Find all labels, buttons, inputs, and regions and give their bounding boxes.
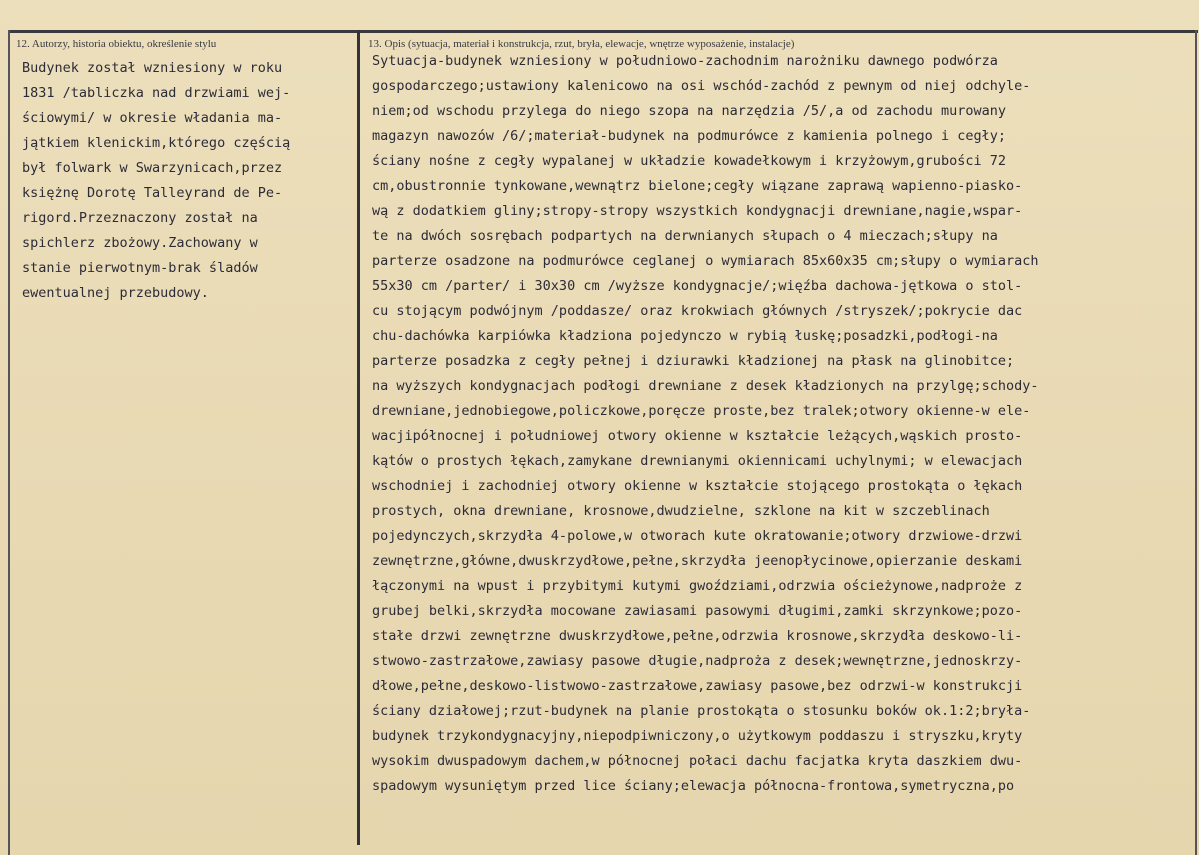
section-12-label: 12. Autorzy, historia obiektu, określenie stylu — [16, 38, 217, 50]
text-line: gospodarczego;ustawiony kalenicowo na osi wschód-zachód z pewnym od niej odchyle- — [372, 78, 1031, 94]
section-13-text — [372, 49, 1038, 799]
text-line: te na dwóch sosrębach podpartych na derwnianych słupach o 4 mieczach;słupy na — [372, 228, 998, 244]
text-line: jątkiem klenickim,którego częścią — [22, 135, 291, 151]
text-line: stwowo-zastrzałowe,zawiasy pasowe długie,nadproża z desek;wewnętrzne,jednoskrzy- — [372, 653, 1023, 669]
text-line: stałe drzwi zewnętrzne dwuskrzydłowe,pełne,odrzwia krosnowe,skrzydła deskowo-li- — [372, 628, 1023, 644]
text-line: 55x30 cm /parter/ i 30x30 cm /wyższe kondygnacje/;więźba dachowa-jętkowa o stol- — [372, 278, 1023, 294]
text-line: magazyn nawozów /6/;materiał-budynek na podmurówce z kamienia polnego i cegły; — [372, 128, 1006, 144]
text-line: 1831 /tabliczka nad drzwiami wej- — [22, 85, 291, 101]
text-line: Sytuacja-budynek wzniesiony w południowo-zachodnim narożniku dawnego podwórza — [372, 53, 998, 69]
text-line: pojedynczych,skrzydła 4-polowe,w otworach kute okratowanie;otwory drzwiowe-drzwi — [372, 528, 1023, 544]
text-line: księżnę Dorotę Talleyrand de Pe- — [22, 185, 283, 201]
text-line: łączonymi na wpust i przybitymi kutymi gwoździami,odrzwia ościeżynowe,nadproże z — [372, 578, 1023, 594]
text-line: na wyższych kondygnacjach podłogi drewniane z desek kładzionych na przylgę;schody- — [372, 378, 1039, 394]
text-line: niem;od wschodu przylega do niego szopa na narzędzia /5/,a od zachodu murowany — [372, 103, 1006, 119]
text-line: grubej belki,skrzydła mocowane zawiasami pasowymi długimi,zamki skrzynkowe;pozo- — [372, 603, 1023, 619]
text-line: ściany działowej;rzut-budynek na planie prostokąta o stosunku boków ok.1:2;bryła- — [372, 703, 1031, 719]
right-border — [1195, 30, 1197, 855]
text-line: ewentualnej przebudowy. — [22, 285, 209, 301]
text-line: ściowymi/ w okresie władania ma- — [22, 110, 283, 126]
text-line: zewnętrzne,główne,dwuskrzydłowe,pełne,skrzydła jeenopłycinowe,opierzanie deskami — [372, 553, 1023, 569]
top-divider — [8, 30, 1198, 33]
text-line: rigord.Przeznaczony został na — [22, 210, 258, 226]
text-line: cu stojącym podwójnym /poddasze/ oraz krokwiach głównych /stryszek/;pokrycie dac — [372, 303, 1023, 319]
text-line: cm,obustronnie tynkowane,wewnątrz bielone;cegły wiązane zaprawą wapienno-piasko- — [372, 178, 1023, 194]
text-line: spadowym wysuniętym przed lice ściany;elewacja północna-frontowa,symetryczna,po — [372, 778, 1015, 794]
text-line: kątów o prostych łękach,zamykane drewnianymi okiennicami uchylnymi; w elewacjach — [372, 453, 1023, 469]
text-line: wysokim dwuspadowym dachem,w północnej połaci dachu facjatka kryta daszkiem dwu- — [372, 753, 1023, 769]
text-line: stanie pierwotnym-brak śladów — [22, 260, 258, 276]
text-line: wacjipółnocnej i południowej otwory okienne w kształcie leżących,wąskich prosto- — [372, 428, 1023, 444]
text-line: parterze posadzka z cegły pełnej i dziurawki kładzionej na płask na glinobitce; — [372, 353, 1015, 369]
column-divider — [357, 30, 360, 845]
text-line: drewniane,jednobiegowe,policzkowe,poręcze proste,bez tralek;otwory okienne-w ele- — [372, 403, 1031, 419]
text-line: wschodniej i zachodniej otwory okienne w kształcie stojącego prostokąta o łękach — [372, 478, 1023, 494]
text-line: Budynek został wzniesiony w roku — [22, 60, 283, 76]
text-line: spichlerz zbożowy.Zachowany w — [22, 235, 258, 251]
text-line: był folwark w Swarzynicach,przez — [22, 160, 283, 176]
section-13-label: 13. Opis (sytuacja, materiał i konstrukcja, rzut, bryła, elewacje, wnętrze wyposażenie, instalacje) — [368, 38, 795, 50]
section-12-text — [22, 56, 290, 306]
text-line: ściany nośne z cegły wypalanej w układzie kowadełkowym i krzyżowym,grubości 72 — [372, 153, 1006, 169]
text-line: dłowe,pełne,deskowo-listwowo-zastrzałowe,zawiasy pasowe,bez odrzwi-w konstrukcji — [372, 678, 1023, 694]
left-border — [8, 30, 10, 855]
text-line: prostych, okna drewniane, krosnowe,dwudzielne, szklone na kit w szczeblinach — [372, 503, 990, 519]
text-line: parterze osadzone na podmurówce ceglanej o wymiarach 85x60x35 cm;słupy o wymiarach — [372, 253, 1039, 269]
text-line: wą z dodatkiem gliny;stropy-stropy wszystkich kondygnacji drewniane,nagie,wspar- — [372, 203, 1023, 219]
text-line: budynek trzykondygnacyjny,niepodpiwniczony,o użytkowym poddaszu i stryszku,kryty — [372, 728, 1023, 744]
text-line: chu-dachówka karpiówka kładziona pojedynczo w rybią łuskę;posadzki,podłogi-na — [372, 328, 998, 344]
